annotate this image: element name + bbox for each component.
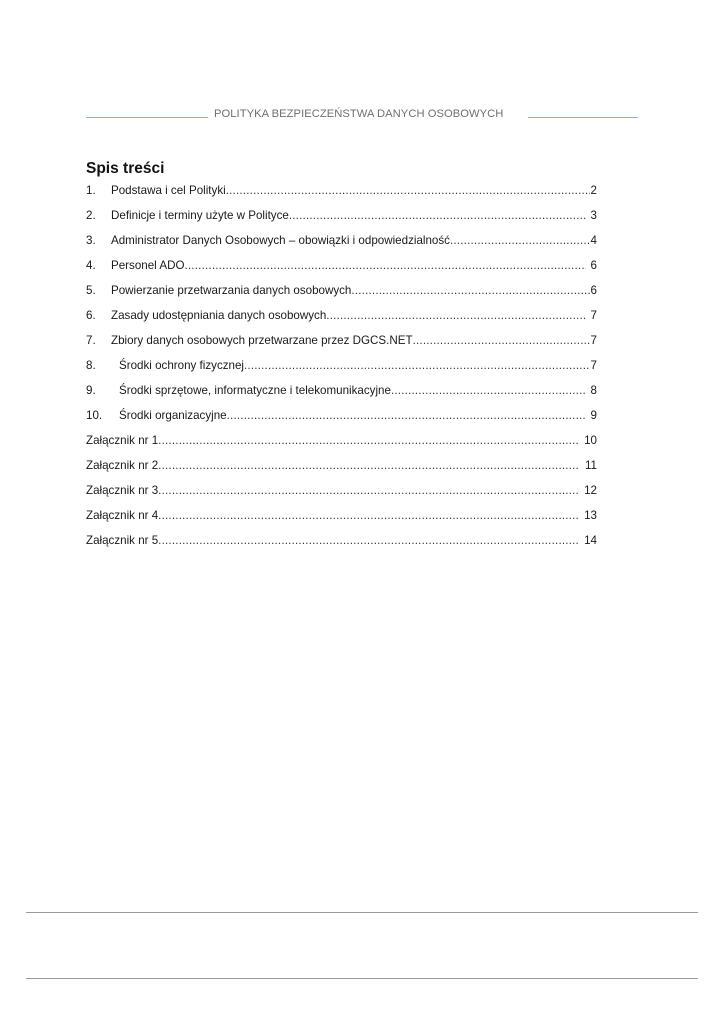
toc-dot-leader [326, 306, 585, 325]
toc-entry-7[interactable] [86, 331, 597, 356]
toc-entry-page: 14 [584, 534, 597, 547]
toc-entry-9[interactable] [86, 381, 597, 406]
toc-entry-page: 8 [590, 384, 597, 397]
toc-entry-title: Personel ADO [111, 259, 185, 272]
toc-entry-title: Środki sprzętowe, informatyczne i telekomunikacyjne [119, 384, 391, 397]
toc-dot-leader [226, 181, 590, 200]
toc-dot-leader [227, 406, 586, 425]
toc-heading: Spis treści [86, 160, 165, 177]
toc-entry-title: Załącznik nr 1 [86, 434, 159, 447]
toc-entry-page: 6 [590, 284, 597, 297]
toc-entry-number: 5. [86, 284, 96, 297]
toc-entry-10[interactable] [86, 406, 597, 431]
toc-entry-number: 7. [86, 334, 96, 347]
toc-entry-title: Zasady udostępniania danych osobowych [111, 309, 327, 322]
toc-entry-page: 2 [590, 184, 597, 197]
toc-entry-page: 12 [584, 484, 597, 497]
toc-entry-page: 11 [584, 459, 597, 472]
toc-dot-leader [391, 381, 586, 400]
toc-entry-page: 7 [590, 309, 597, 322]
toc-dot-leader [158, 531, 579, 550]
toc-entry-title: Załącznik nr 4 [86, 509, 159, 522]
toc-entry-page: 9 [590, 409, 597, 422]
toc-entry-page: 7 [590, 359, 597, 372]
toc-entry-title: Załącznik nr 2 [86, 459, 159, 472]
toc-dot-leader [158, 431, 579, 450]
toc-entry-page: 7 [590, 334, 597, 347]
toc-entry-8[interactable] [86, 356, 597, 381]
toc-entry-title: Administrator Danych Osobowych – obowiązki i odpowiedzialność [111, 234, 450, 247]
header-rule-left [86, 117, 208, 118]
toc-dot-leader [158, 481, 579, 500]
toc-dot-leader [351, 281, 589, 300]
toc-dot-leader [289, 206, 586, 225]
toc-entry-title: Zbiory danych osobowych przetwarzane przez DGCS.NET [111, 334, 413, 347]
toc-entry-title: Środki organizacyjne [119, 409, 227, 422]
toc-entry-page: 3 [590, 209, 597, 222]
toc-dot-leader [450, 231, 590, 250]
header-title: POLITYKA BEZPIECZEŃSTWA DANYCH OSOBOWYCH [214, 108, 504, 120]
toc-dot-leader [158, 506, 579, 525]
toc-entry-attachment-4[interactable] [86, 506, 597, 531]
toc-entry-attachment-3[interactable] [86, 481, 597, 506]
toc-entry-number: 3. [86, 234, 96, 247]
toc-entry-2[interactable] [86, 206, 597, 231]
toc-entry-number: 4. [86, 259, 96, 272]
toc-dot-leader [158, 456, 580, 475]
toc-entry-page: 10 [584, 434, 597, 447]
toc-entry-number: 2. [86, 209, 96, 222]
footer-rule-top [26, 912, 698, 913]
toc-entry-title: Załącznik nr 5 [86, 534, 159, 547]
toc-entry-number: 6. [86, 309, 96, 322]
toc-entry-title: Podstawa i cel Polityki [111, 184, 226, 197]
toc-entry-page: 6 [590, 259, 597, 272]
toc-dot-leader [413, 331, 590, 350]
table-of-contents [86, 181, 597, 556]
toc-entry-3[interactable] [86, 231, 597, 256]
toc-dot-leader [184, 256, 585, 275]
toc-entry-6[interactable] [86, 306, 597, 331]
toc-entry-5[interactable] [86, 281, 597, 306]
toc-entry-page: 4 [590, 234, 597, 247]
toc-entry-title: Powierzanie przetwarzania danych osobowych [111, 284, 352, 297]
toc-entry-number: 8. [86, 359, 96, 372]
toc-entry-4[interactable] [86, 256, 597, 281]
page-header [86, 107, 638, 125]
toc-entry-number: 10. [86, 409, 103, 422]
toc-entry-page: 13 [584, 509, 597, 522]
toc-entry-1[interactable] [86, 181, 597, 206]
toc-entry-title: Środki ochrony fizycznej [119, 359, 245, 372]
toc-dot-leader [244, 356, 590, 375]
toc-entry-number: 9. [86, 384, 96, 397]
toc-entry-number: 1. [86, 184, 96, 197]
toc-entry-attachment-5[interactable] [86, 531, 597, 556]
toc-entry-title: Definicje i terminy użyte w Polityce [111, 209, 289, 222]
toc-entry-title: Załącznik nr 3 [86, 484, 159, 497]
toc-entry-attachment-2[interactable] [86, 456, 597, 481]
toc-entry-attachment-1[interactable] [86, 431, 597, 456]
footer-rule-bottom [26, 978, 698, 979]
header-rule-right [528, 117, 638, 118]
